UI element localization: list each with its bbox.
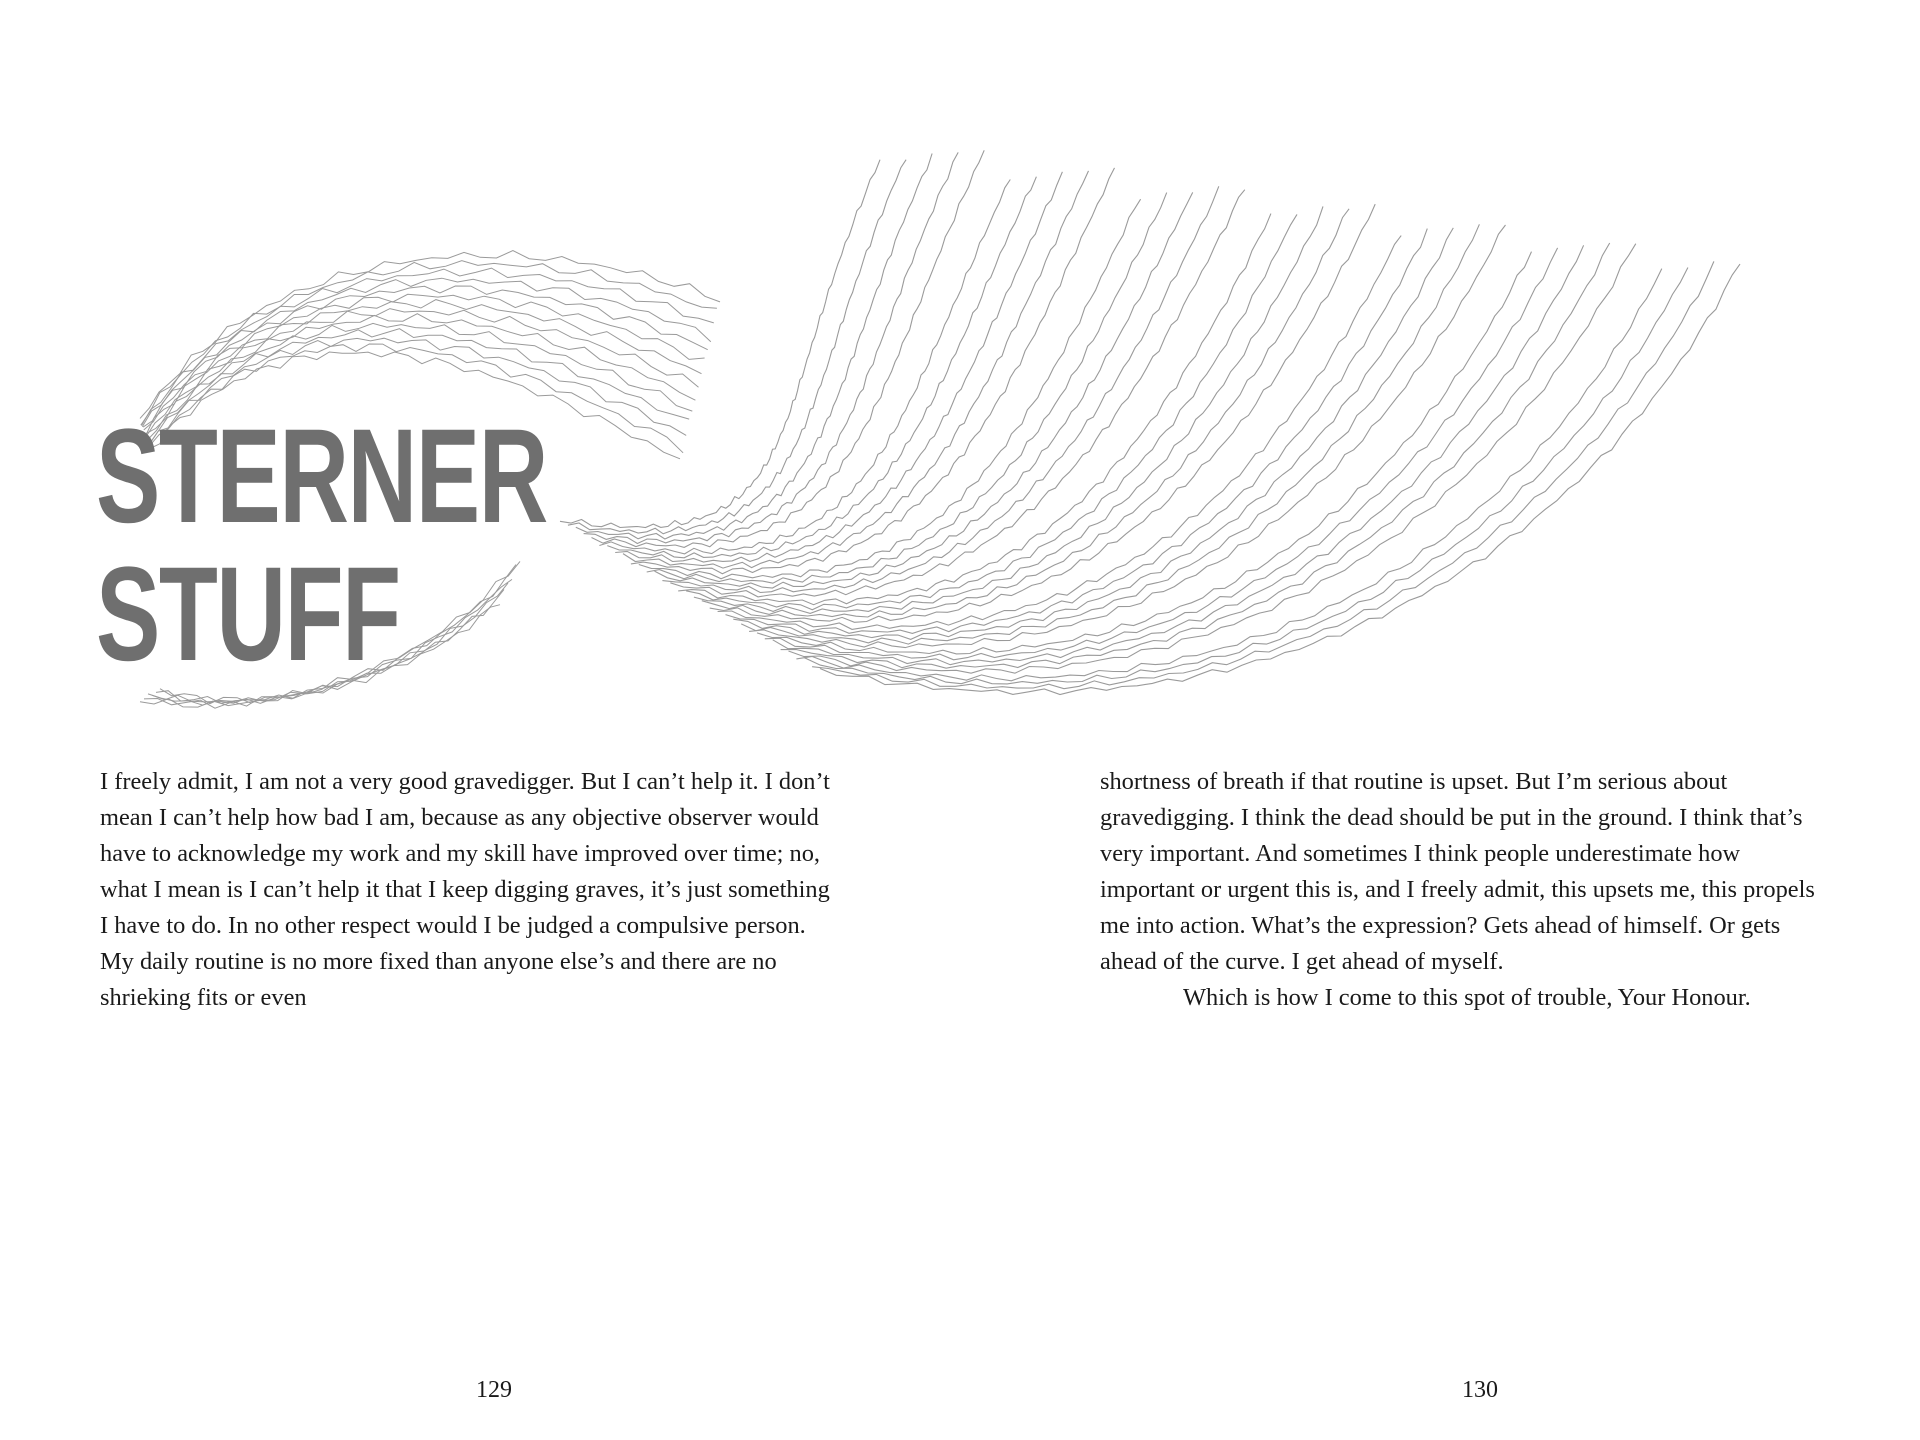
left-page-paragraph: I freely admit, I am not a very good gravedigger. But I can’t help it. I don’t mean I can’t help how bad I am, because as any objective observer would have to acknowledge my work and my skill have improved over time; no, what I mean is I can’t help it that I keep digging graves, it’s just something I have to do. In no other respect would I be judged a compulsive person. My daily routine is no more fixed than anyone else’s and there are no shrieking fits or even xyxy=(100,768,830,1011)
swoosh-stroke xyxy=(662,186,1218,592)
swoosh-tail-stroke xyxy=(140,251,720,419)
swoosh-stroke xyxy=(631,168,1115,574)
swoosh-stroke xyxy=(757,252,1532,654)
chapter-title: STERNER STUFF xyxy=(96,402,547,689)
page-number-right: 130 xyxy=(1462,1377,1498,1403)
swoosh-stroke xyxy=(647,193,1167,584)
swoosh-stroke xyxy=(639,199,1141,579)
left-page-text xyxy=(100,764,835,1016)
swoosh-stroke xyxy=(560,160,880,528)
swoosh-stroke xyxy=(804,268,1688,684)
swoosh-stroke xyxy=(812,261,1714,688)
swoosh-stroke xyxy=(820,264,1740,694)
swoosh-stroke xyxy=(623,171,1089,568)
swoosh-stroke xyxy=(765,248,1558,660)
swoosh-stroke xyxy=(686,214,1297,609)
swoosh-stroke xyxy=(749,225,1505,648)
swoosh-stroke xyxy=(741,224,1479,644)
swoosh-stroke xyxy=(678,214,1271,605)
swoosh-stroke xyxy=(733,228,1453,640)
swoosh-stroke xyxy=(670,190,1245,597)
swoosh-stroke xyxy=(584,152,959,543)
swoosh-stroke xyxy=(615,172,1062,562)
swoosh-stroke xyxy=(694,206,1323,613)
swoosh-stroke xyxy=(576,154,932,540)
swoosh-stroke xyxy=(718,236,1402,630)
swoosh-stroke xyxy=(796,269,1661,681)
swoosh-stroke xyxy=(702,209,1349,617)
page-number-left: 129 xyxy=(476,1377,512,1403)
swoosh-stroke xyxy=(789,244,1636,674)
right-page-paragraph-2: Which is how I come to this spot of trouble, Your Honour. xyxy=(1183,984,1751,1011)
swoosh-stroke xyxy=(781,243,1610,668)
swoosh-stroke xyxy=(599,180,1010,554)
swoosh-stroke xyxy=(607,177,1036,558)
swoosh-stroke xyxy=(655,192,1193,588)
swoosh-stroke xyxy=(773,245,1584,664)
swoosh-tail-stroke xyxy=(141,261,717,425)
swoosh-stroke xyxy=(592,150,985,547)
swoosh-stroke xyxy=(710,204,1375,622)
right-page-paragraph-1: shortness of breath if that routine is upset. But I’m serious about gravedigging. I think the dead should be put in the ground. I think that’s very important. And sometimes I think people underestimate how important or urgent this is, and I freely admit, this upsets me, this propels me into action. What’s the expression? Gets ahead of himself. Or gets ahead of the curve. I get ahead of myself. xyxy=(1100,768,1815,975)
swoosh-stroke xyxy=(726,229,1428,634)
right-page-text xyxy=(1100,764,1835,1016)
swoosh-stroke xyxy=(568,160,906,534)
